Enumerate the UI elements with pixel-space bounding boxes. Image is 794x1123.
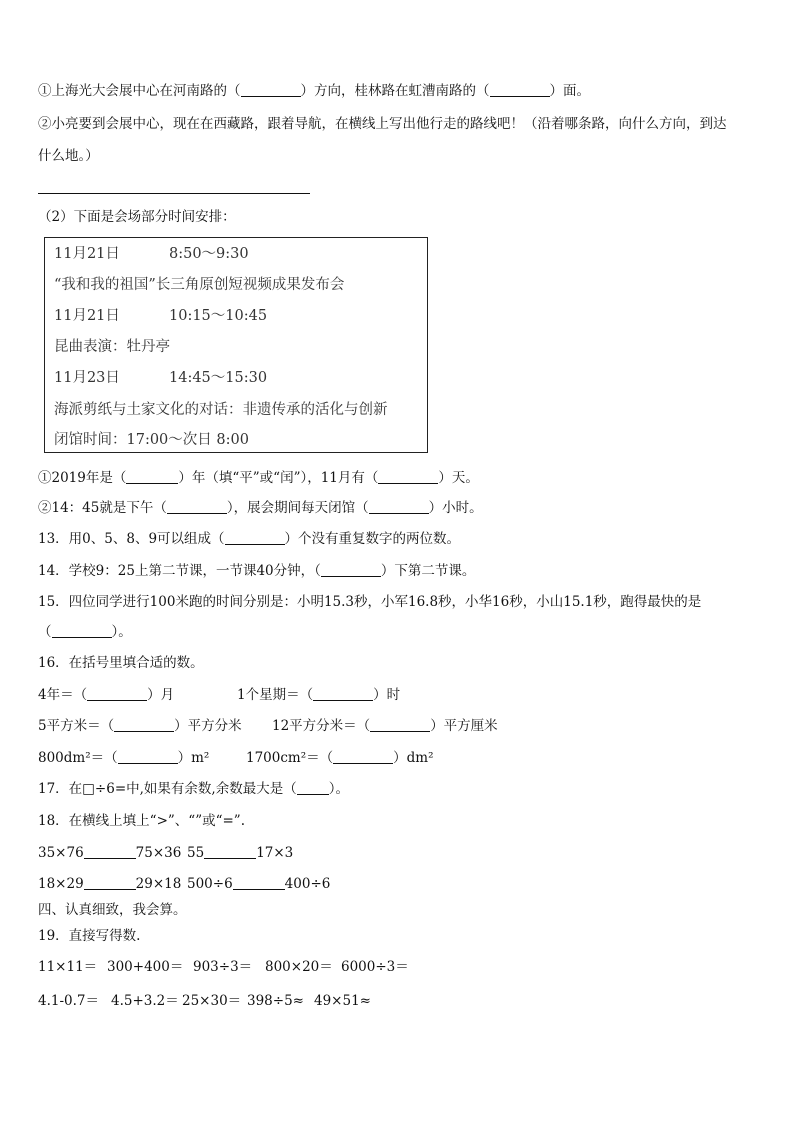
compare-blank[interactable] — [233, 875, 285, 890]
q2-sub1-text-a: ①2019年是（ — [38, 470, 127, 486]
q19-expr: 398÷5≈ — [247, 993, 304, 1009]
answer-blank[interactable] — [118, 749, 178, 764]
q17-text-a: 17．在□÷6=中,如果有余数,余数最大是（ — [38, 781, 297, 797]
q2-intro: （2）下面是会场部分时间安排： — [38, 209, 236, 225]
answer-blank[interactable] — [114, 717, 174, 732]
q16-text: 4年＝（ — [38, 687, 88, 703]
q17 — [38, 779, 349, 799]
q18-row — [187, 874, 330, 894]
answer-blank[interactable] — [370, 717, 430, 732]
schedule-time: 8:50～9:30 — [169, 246, 249, 262]
q19-expr: 6000÷3＝ — [341, 959, 409, 975]
answer-blank[interactable] — [52, 623, 112, 638]
q13 — [38, 529, 460, 549]
q16-text: ）时 — [373, 687, 401, 703]
q14-text-a: 14．学校9：25上第二节课，一节课40分钟，（ — [38, 563, 321, 579]
q19-expr: 4.1-0.7＝ — [38, 993, 100, 1009]
q14 — [38, 561, 475, 581]
q16-text: 5平方米＝（ — [38, 718, 115, 734]
answer-blank[interactable] — [297, 780, 329, 795]
q18-expr: 35×76 — [38, 845, 84, 861]
schedule-closing-time: 闭馆时间：17:00～次日 8:00 — [54, 432, 249, 448]
q16-row — [246, 748, 434, 768]
q19-expr: 25×30＝ — [182, 993, 242, 1009]
q18-row — [38, 874, 181, 894]
q19-expr: 11×11＝ — [38, 959, 98, 975]
q15-text-a: （ — [38, 624, 52, 640]
q18-expr: 29×18 — [135, 876, 182, 892]
compare-blank[interactable] — [204, 844, 256, 859]
q16-text: ）平方厘米 — [430, 718, 498, 734]
q15-line1: 15．四位同学进行100米跑的时间分别是：小明15.3秒，小军16.8秒，小华16秒，小山15.1秒，跑得最快的是 — [38, 594, 702, 610]
q2-sub2-text-c: ）小时。 — [428, 500, 483, 516]
q1-part2-line1: ②小亮要到会展中心，现在在西藏路，跟着导航，在横线上写出他行走的路线吧！（沿着哪条路，向什么方向，到达 — [38, 116, 727, 132]
q2-sub2-text-b: ），展会期间每天闭馆（ — [226, 500, 369, 516]
q18-title: 18．在横线上填上“>”、“”或“=”. — [38, 813, 246, 829]
q17-text-b: ）。 — [328, 781, 349, 797]
q1-part1-text-a: ①上海光大会展中心在河南路的（ — [38, 83, 241, 99]
answer-blank[interactable] — [490, 82, 550, 97]
q18-row — [187, 843, 293, 863]
answer-blank[interactable] — [378, 469, 438, 484]
answer-blank[interactable] — [167, 499, 227, 514]
answer-blank[interactable] — [241, 82, 301, 97]
q14-text-b: ）下第二节课。 — [380, 563, 476, 579]
q15-text-b: ）。 — [111, 624, 132, 640]
q1-part1-text-b: ）方向，桂林路在虹漕南路的（ — [300, 83, 490, 99]
schedule-date-row — [54, 242, 249, 263]
q18-expr: 18×29 — [38, 876, 84, 892]
q13-text-a: 13．用0、5、8、9可以组成（ — [38, 531, 225, 547]
answer-blank[interactable] — [333, 749, 393, 764]
q16-text: ）月 — [147, 687, 175, 703]
q16-row — [272, 716, 498, 736]
schedule-date-row — [54, 366, 268, 387]
q16-text: 1700cm²＝（ — [246, 750, 334, 766]
answer-blank[interactable] — [313, 686, 373, 701]
q2-sub1-text-b: ）年（填“平”或“闰”），11月有（ — [178, 470, 379, 486]
answer-blank[interactable] — [321, 562, 381, 577]
q13-text-b: ）个没有重复数字的两位数。 — [284, 531, 461, 547]
q2-sub2-text-a: ②14：45就是下午（ — [38, 500, 167, 516]
q19-expr: 49×51≈ — [314, 993, 371, 1009]
compare-blank[interactable] — [84, 844, 136, 859]
q2-sub1 — [38, 468, 479, 488]
compare-blank[interactable] — [84, 875, 136, 890]
q19-title: 19．直接写得数. — [38, 928, 141, 944]
q16-text: 12平方分米＝（ — [272, 718, 371, 734]
q19-expr: 800×20＝ — [265, 959, 333, 975]
schedule-date: 11月21日 — [54, 246, 120, 262]
q15-line2 — [38, 622, 132, 642]
schedule-event: “我和我的祖国”长三角原创短视频成果发布会 — [54, 277, 345, 293]
q16-row — [38, 685, 174, 705]
q16-text: ）平方分米 — [174, 718, 242, 734]
q19-expr: 300+400＝ — [107, 959, 184, 975]
schedule-date: 11月23日 — [54, 370, 120, 386]
q18-expr: 75×36 — [135, 845, 182, 861]
q18-expr: 500÷6 — [187, 876, 233, 892]
schedule-time: 14:45～15:30 — [169, 370, 268, 386]
q19-expr: 903÷3＝ — [193, 959, 253, 975]
schedule-box — [44, 237, 428, 453]
answer-blank[interactable] — [225, 530, 285, 545]
section-heading: 四、认真细致，我会算。 — [38, 902, 187, 918]
schedule-event: 海派剪纸与土家文化的对话：非遗传承的活化与创新 — [54, 402, 388, 418]
schedule-date-row — [54, 304, 268, 325]
q1-part2-line2: 什么地。） — [38, 148, 99, 164]
answer-blank[interactable] — [369, 499, 429, 514]
q16-title: 16．在括号里填合适的数。 — [38, 655, 204, 671]
q16-text: 1个星期＝（ — [237, 687, 314, 703]
q18-expr: 17×3 — [256, 845, 294, 861]
q18-expr: 55 — [187, 845, 205, 861]
q1-part1 — [38, 81, 590, 101]
route-answer-line[interactable] — [38, 193, 310, 194]
q16-text: ）m² — [177, 750, 210, 766]
q19-expr: 4.5+3.2＝ — [111, 993, 179, 1009]
q16-row — [38, 748, 209, 768]
schedule-date: 11月21日 — [54, 308, 120, 324]
q2-sub2 — [38, 498, 483, 518]
q16-row — [38, 716, 242, 736]
q16-text: 800dm²＝（ — [38, 750, 118, 766]
q18-row — [38, 843, 181, 863]
schedule-time: 10:15～10:45 — [169, 308, 268, 324]
q2-sub1-text-c: ）天。 — [438, 470, 479, 486]
answer-blank[interactable] — [87, 686, 147, 701]
q1-part1-text-c: ）面。 — [549, 83, 590, 99]
answer-blank[interactable] — [126, 469, 178, 484]
q16-row — [237, 685, 400, 705]
schedule-event: 昆曲表演：牡丹亭 — [54, 339, 170, 355]
q16-text: ）dm² — [393, 750, 434, 766]
q18-expr: 400÷6 — [284, 876, 331, 892]
